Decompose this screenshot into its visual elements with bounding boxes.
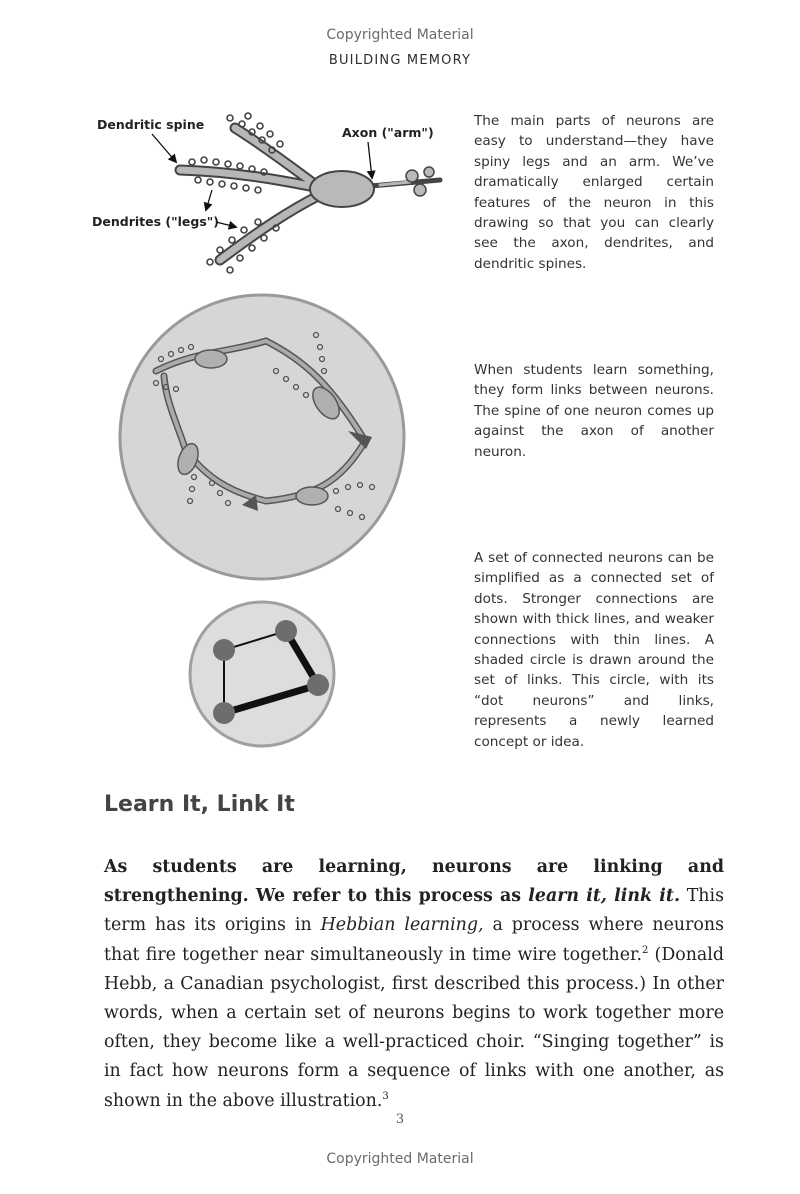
section-title: Learn It, Link It [104, 792, 295, 817]
neuron-diagram [80, 100, 460, 285]
copyright-watermark-bottom: Copyrighted Material [326, 1151, 474, 1167]
footnote-ref-2[interactable]: 2 [641, 944, 649, 956]
dot-neurons-caption: A set of connected neurons can be simplified as a connected set of dots. Stronger connections are shown with thick lines, and weaker connections with thin lines. A shaded circle is drawn around the set of links. This circle, with its “dot neurons” and links, represents a newly learned concept or idea. [474, 550, 714, 750]
body-text-2: a process where neurons that fire together near simultaneously in time wire together. [104, 915, 724, 965]
label-axon: Axon ("arm") [342, 125, 434, 140]
linked-neurons-caption: When students learn something, they form links between neurons. The spine of one neuron comes up against the axon of another neuron. [474, 362, 714, 460]
body-text-1: This term has its origins in [104, 886, 724, 936]
dot-neuron [213, 702, 235, 724]
footnote-ref-3[interactable]: 3 [382, 1090, 389, 1102]
dot-neurons-diagram [187, 599, 337, 749]
dot-neuron [275, 620, 297, 642]
label-dendrites: Dendrites ("legs") [92, 214, 219, 229]
copyright-watermark-top: Copyrighted Material [326, 27, 474, 43]
italic-term: Hebbian learning, [320, 915, 484, 936]
linked-neurons-illustration [116, 291, 408, 583]
dot-neuron [213, 639, 235, 661]
body-paragraph [104, 853, 724, 1116]
running-head: BUILDING MEMORY [328, 53, 472, 68]
page-number: 3 [395, 1112, 405, 1127]
neuron-caption: The main parts of neurons are easy to understand—they have spiny legs and an arm. We’ve dramatically enlarged certain features of the neuron in this drawing so that you can clearly see the axon, dendrites, and dendritic spines. [474, 113, 714, 272]
label-dendritic-spine: Dendritic spine [97, 117, 205, 132]
bold-italic-term: learn it, link it. [528, 886, 681, 907]
body-text-3: (Donald Hebb, a Canadian psychologist, first described this process.) In other words, when a certain set of neurons begins to work together more often, they become like a well-practiced choir. “Singing together” is in fact how neurons form a sequence of links with one another, as shown in the above illustration. [104, 944, 724, 1111]
bold-lead: As students are learning, neurons are linking and strengthening. We refer to this process as [104, 857, 724, 907]
dot-neuron [307, 674, 329, 696]
